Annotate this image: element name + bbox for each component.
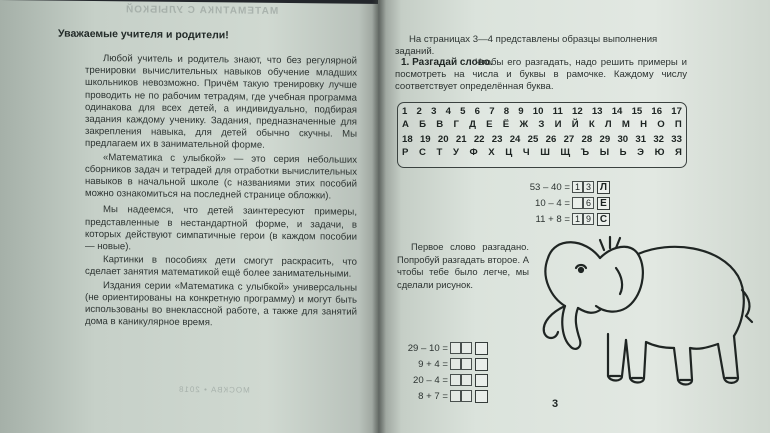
code-letter: К <box>588 118 595 130</box>
answer-digit: 9 <box>583 213 594 225</box>
answer-digit: 6 <box>583 197 594 209</box>
paragraph: Мы надеемся, что детей заинтересуют примеры, представленные в нестандартной форме, и задачи, в которых действуют симпатичные герои (в каждом пособии — новые). <box>85 204 357 253</box>
answer-digit <box>572 197 583 209</box>
code-number: 7 <box>489 106 495 117</box>
exercise-line <box>398 341 488 355</box>
left-body <box>85 53 357 332</box>
code-letter: И <box>554 118 562 130</box>
code-letter: Ш <box>540 146 550 158</box>
book-gutter <box>372 0 386 433</box>
code-number: 17 <box>671 106 682 117</box>
code-numbers-row-2 <box>402 134 682 147</box>
code-number: 23 <box>491 134 503 145</box>
code-number: 6 <box>474 106 480 117</box>
code-letter: С <box>418 146 426 158</box>
letter-cell[interactable] <box>475 342 488 355</box>
answer-letter: С <box>597 213 610 226</box>
code-number: 24 <box>509 134 521 145</box>
code-numbers-row-1 <box>402 106 682 119</box>
exercise-expression: 9 + 4 = <box>418 358 448 370</box>
code-letter: Щ <box>560 146 571 158</box>
code-letter: Ж <box>519 118 529 130</box>
example-line <box>510 196 610 210</box>
task-title: 1. Разгадай слово. <box>401 57 493 68</box>
code-letter: Ю <box>654 146 665 158</box>
example-expression: 10 – 4 = <box>535 197 570 209</box>
code-letter: Д <box>469 118 476 130</box>
code-number: 33 <box>671 134 682 145</box>
page-number: 3 <box>552 398 559 410</box>
code-number: 27 <box>563 134 575 145</box>
task-text: Чтобы его разгадать, надо решить примеры и посмотреть на числа и буквы в рамочке. Каждому числу соответствует определённая буква. <box>395 57 687 93</box>
code-letter: Т <box>436 146 443 158</box>
code-letter: Р <box>402 146 409 158</box>
code-number: 9 <box>518 106 524 117</box>
answer-cell[interactable] <box>450 358 461 370</box>
code-number: 25 <box>527 134 539 145</box>
answer-digit: 3 <box>583 181 594 193</box>
code-letter: Г <box>453 118 459 130</box>
elephant-drawing <box>530 228 755 393</box>
code-letter: Й <box>571 118 579 130</box>
code-letter: Ф <box>469 146 478 158</box>
answer-digit: 1 <box>572 181 583 193</box>
code-letters-row-1 <box>402 119 682 132</box>
intro-text: На страницах 3—4 представлены образцы выполнения заданий. <box>395 34 658 58</box>
code-number: 26 <box>545 134 557 145</box>
code-letter: Э <box>637 146 644 158</box>
code-letter: З <box>538 118 545 130</box>
mirror-header: МАТЕМАТИКА С УЛЫБКОЙ <box>125 4 279 17</box>
answer-cell[interactable] <box>461 342 472 354</box>
example-expression: 53 – 40 = <box>529 181 570 193</box>
left-page <box>0 0 382 433</box>
code-letter: М <box>621 118 630 130</box>
paragraph: Любой учитель и родитель знают, что без регулярной тренировки вычислительных навыков обучение младших школьников невозможно. Причём такую тренировку лучше проводить не по рабочим тетрадям, где учебная программа одинакова для всех детей, а индивидуально, подбирая задания каждому ученику. Задания, предназначенные для закрепления навыка, для детей обычно скучны. Мы предлагаем их в занимательной форме. <box>85 53 357 152</box>
code-letter: Б <box>419 118 427 130</box>
code-number: 18 <box>402 134 413 145</box>
code-letters-row-2 <box>402 147 682 160</box>
letter-cell[interactable] <box>475 374 488 387</box>
left-heading: Уважаемые учителя и родители! <box>58 27 229 42</box>
paragraph: «Математика с улыбкой» — это серия небольших сборников задач и тетрадей для отработки вычислительных навыков в начальной школе (с названиями этих пособий можно ознакомиться на последней странице обложки). <box>85 151 357 202</box>
paragraph: Издания серии «Математика с улыбкой» универсальны (не ориентированы на конкретную программу) и могут быть использованы во внеклассной работе, а также для занятий дома в каникулярное время. <box>85 279 357 329</box>
code-number: 28 <box>581 134 593 145</box>
example-line <box>510 212 610 226</box>
exercise-expression: 20 – 4 = <box>413 374 448 386</box>
exercise-expression: 29 – 10 = <box>407 342 448 354</box>
code-number: 1 <box>402 106 408 117</box>
answer-cell[interactable] <box>450 342 461 354</box>
code-number: 32 <box>653 134 665 145</box>
code-letter: О <box>657 118 665 130</box>
answer-letter: Л <box>597 181 610 194</box>
solved-example <box>510 180 610 228</box>
code-number: 5 <box>460 106 466 117</box>
code-number: 16 <box>651 106 663 117</box>
code-number: 11 <box>552 106 563 117</box>
code-letter: Х <box>488 146 495 158</box>
answer-cell[interactable] <box>461 390 472 402</box>
code-number: 8 <box>503 106 510 117</box>
code-letter: Ъ <box>580 146 590 158</box>
code-number: 20 <box>437 134 449 145</box>
code-letter: У <box>452 146 459 158</box>
code-letter: В <box>436 118 444 130</box>
code-letter: Ч <box>522 146 530 158</box>
code-number: 2 <box>416 106 422 117</box>
code-number: 22 <box>473 134 485 145</box>
code-letter: Я <box>675 146 682 158</box>
code-letter: Ы <box>599 146 610 158</box>
code-number: 4 <box>445 106 451 117</box>
letter-cell[interactable] <box>475 358 488 371</box>
code-number: 10 <box>532 106 544 117</box>
code-number: 12 <box>571 106 583 117</box>
code-letter: Н <box>640 118 647 130</box>
example-line <box>510 180 610 194</box>
code-number: 15 <box>631 106 643 117</box>
code-letter: П <box>674 118 682 130</box>
code-number: 21 <box>455 134 467 145</box>
exercise-line <box>398 357 488 371</box>
paragraph: Картинки в пособиях дети смогут раскрасить, что сделает занятия математикой ещё более занимательными. <box>85 254 357 281</box>
exercise-line <box>398 389 488 403</box>
letter-cell[interactable] <box>475 390 488 403</box>
code-number: 13 <box>591 106 603 117</box>
code-number: 3 <box>431 106 437 117</box>
code-number: 31 <box>635 134 647 145</box>
code-number: 19 <box>419 134 431 145</box>
answer-cell[interactable] <box>450 374 461 386</box>
code-letter: Е <box>486 118 493 130</box>
answer-cell[interactable] <box>450 390 461 402</box>
code-number: 29 <box>599 134 611 145</box>
example-expression: 11 + 8 = <box>535 213 570 225</box>
code-table <box>397 102 687 168</box>
exercise-block <box>398 341 488 405</box>
answer-cell[interactable] <box>461 358 472 370</box>
code-letter: А <box>402 118 409 130</box>
code-letter: Ё <box>502 118 510 130</box>
code-letter: Ц <box>505 146 513 158</box>
exercise-line <box>398 373 488 387</box>
code-letter: Л <box>604 118 612 130</box>
code-number: 30 <box>617 134 629 145</box>
exercise-expression: 8 + 7 = <box>418 390 448 402</box>
answer-letter: Е <box>597 197 610 210</box>
answer-digit: 1 <box>572 213 583 225</box>
hint-text: Первое слово разгадано. Попробуй разгадать второе. А чтобы тебе было легче, мы сделали рисунок. <box>397 241 529 290</box>
code-number: 14 <box>611 106 623 117</box>
answer-cell[interactable] <box>461 374 472 386</box>
mirror-footer: МОСКВА • 2018 <box>178 384 250 395</box>
code-letter: Ь <box>619 146 627 158</box>
